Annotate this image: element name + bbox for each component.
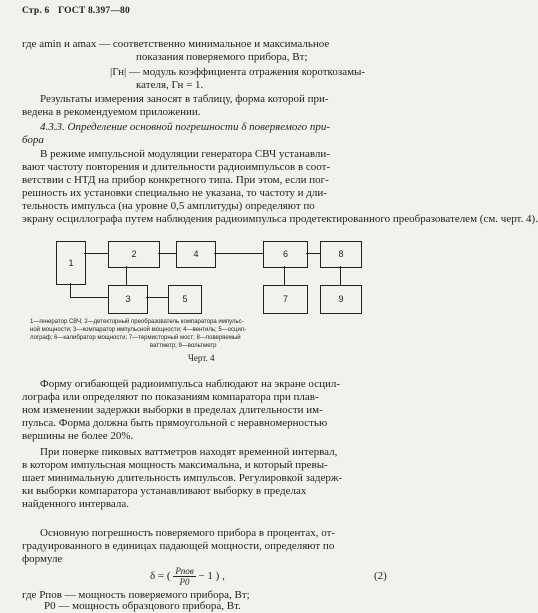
diagram-block-1: 1 [56,241,86,285]
diagram-legend-2: ной мощности; 3—компаратор импульсной мощности; 4—вентиль; 5—осцил- [30,327,247,333]
para-shape-1: Форму огибающей радиоимпульса наблюдают на экране осцил- [40,378,341,390]
para-peak-5: найденного интервала. [22,498,130,510]
para-shape-2: лографа или определяют по показаниям компаратора при плав- [22,391,319,403]
para-peak-2: в котором импульсная мощность максимальна, и который превы- [22,459,328,471]
para-error-1: Основную погрешность поверяемого прибора в процентах, от- [40,527,336,539]
def-line-4: кателя, Гн = 1. [136,79,204,91]
where-line-2: P0 — мощность образцового прибора, Вт. [44,600,241,612]
para-main-5: тельность импульса (на уровне 0,5 амплитуды) определяют по [22,200,315,212]
diagram-connector [158,253,176,254]
section-title-2: бора [22,134,44,146]
standard-id: ГОСТ 8.397—80 [58,6,130,16]
formula-open: ( [166,570,171,583]
diagram-legend-3: лограф; 6—калибратор мощности; 7—термисторный мост; 8—поверяемый [30,335,241,341]
formula-number: (2) [374,570,387,582]
formula [150,566,225,587]
para-shape-4: пульса. Форма должна быть прямоугольной с неравномерностью [22,417,328,429]
formula-numerator: Pпов [175,566,194,576]
page-header [22,6,130,16]
diagram-block-4: 4 [176,241,216,268]
diagram-connector [146,297,168,298]
diagram-block-3: 3 [108,285,148,314]
para-main-1: В режиме импульсной модуляции генератора СВЧ устанавли- [40,148,330,160]
page-number: Стр. 6 [22,6,50,16]
diagram-connector [284,266,285,285]
def-line-3: |Гн| — модуль коэффициента отражения короткозамы- [110,66,366,78]
diagram-connector [70,283,71,297]
para-main-6: экрану осциллографа путем наблюдения радиоимпульса продетектированного преобразователем (см. черт. 4). [22,213,538,225]
diagram-block-9: 9 [320,285,362,314]
diagram-connector [126,266,127,285]
para-main-3: ветствии с НТД на прибор конкретного типа. При этом, если пог- [22,174,329,186]
diagram-block-6: 6 [263,241,308,268]
para-shape-3: ном изменении задержки выборки в пределах длительности им- [22,404,323,416]
para-error-2: градуированного в единицах падающей мощности, определяют по [22,540,335,552]
def-line-2: показания поверяемого прибора, Вт; [136,51,308,63]
para-peak-1: При поверке пиковых ваттметров находят временной интервал, [40,446,338,458]
where-line-1: где Pпов — мощность поверяемого прибора, Вт; [22,589,250,601]
diagram-connector [84,253,108,254]
diagram-legend-4: ваттметр; 9—вольтметр [150,343,217,349]
diagram-legend-1: 1—генератор СВЧ; 2—детекторный преобразователь компаратора импульс- [30,319,244,325]
diagram-connector [214,253,263,254]
diagram-block-7: 7 [263,285,308,314]
formula-fraction [173,566,195,587]
formula-denominator: P0 [179,577,190,587]
para-peak-4: ки выборки компаратора устанавливают выборку в пределах [22,485,307,497]
para-main-4: решность их установки специально не указана, то частоту и дли- [22,187,327,199]
diagram-block-2: 2 [108,241,160,268]
para-main-2: вают частоту повторения и длительности радиоимпульсов в соот- [22,161,331,173]
formula-rest: − 1 ) , [198,570,225,583]
diagram-block-5: 5 [168,285,202,314]
diagram-connector [70,297,108,298]
diagram-connector [340,266,341,285]
para-results-1: Результаты измерения заносят в таблицу, форма которой при- [40,93,329,105]
diagram-block-8: 8 [320,241,362,268]
diagram-connector [306,253,320,254]
figure-caption: Черт. 4 [188,353,215,363]
para-shape-5: вершины не более 20%. [22,430,134,442]
para-peak-3: шает минимальную длительность импульсов. Регулировкой задерж- [22,472,343,484]
para-results-2: ведена в рекомендуемом приложении. [22,106,201,118]
para-error-3: формуле [22,553,63,565]
section-title-1: 4.3.3. Определение основной погрешности δ поверяемого при- [40,121,331,133]
def-line-1: где amin и amax — соответственно минимальное и максимальное [22,38,330,50]
formula-lhs: δ = [150,570,167,583]
